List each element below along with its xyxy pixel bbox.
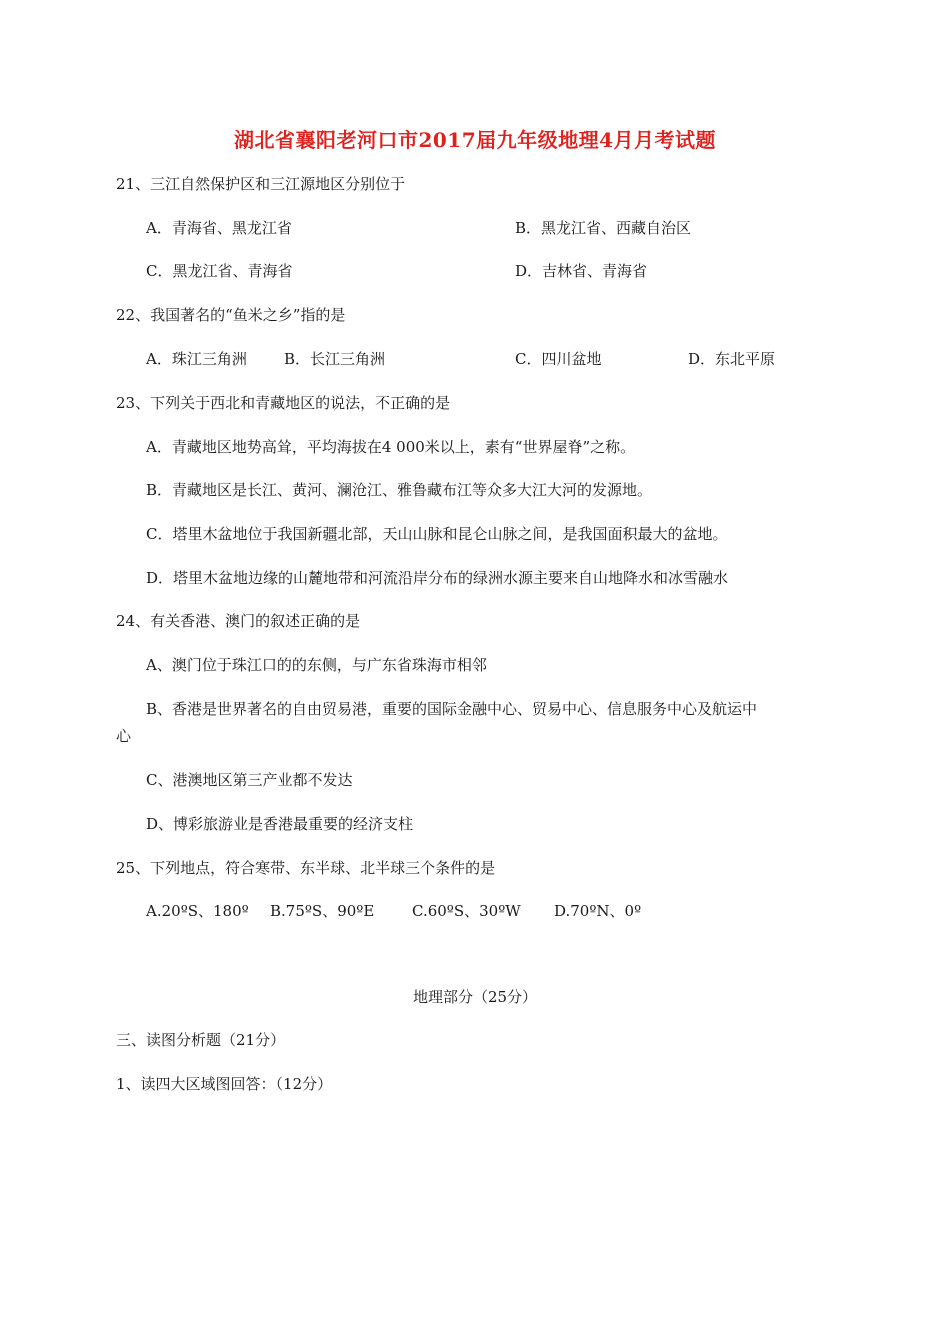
question-23-option-c: C．塔里木盆地位于我国新疆北部，天山山脉和昆仑山脉之间，是我国面积最大的盆地。	[146, 525, 728, 543]
question-24-option-c: C、港澳地区第三产业都不发达	[146, 771, 353, 789]
question-23-option-d: D．塔里木盆地边缘的山麓地带和河流沿岸分布的绿洲水源主要来自山地降水和冰雪融水	[146, 569, 729, 587]
question-24-option-b-continued: 心	[116, 727, 132, 745]
question-22-stem: 22、我国著名的“鱼米之乡”指的是	[116, 306, 346, 324]
question-25-option-d: D.70ºN、0º	[554, 902, 642, 920]
question-21-option-a: A．青海省、黑龙江省	[146, 219, 292, 237]
question-21-option-c: C．黑龙江省、青海省	[146, 262, 293, 280]
question-23-option-a: A．青藏地区地势高耸，平均海拔在4 000米以上，素有“世界屋脊”之称。	[146, 438, 636, 456]
question-24-option-d: D、博彩旅游业是香港最重要的经济支柱	[146, 815, 414, 833]
question-22-option-b: B．长江三角洲	[284, 350, 386, 368]
question-25-option-b: B.75ºS、90ºE	[270, 902, 375, 920]
question-23-option-b: B．青藏地区是长江、黄河、澜沧江、雅鲁藏布江等众多大江大河的发源地。	[146, 481, 653, 499]
question-21-option-d: D．吉林省、青海省	[515, 262, 648, 280]
question-21-option-b: B．黑龙江省、西藏自治区	[515, 219, 692, 237]
question-25-option-c: C.60ºS、30ºW	[412, 902, 521, 920]
question-22-option-c: C．四川盆地	[515, 350, 602, 368]
question-22-option-a: A．珠江三角洲	[146, 350, 247, 368]
question-25-option-a: A.20ºS、180º	[146, 902, 249, 920]
section-geography-heading: 地理部分（25分）	[412, 988, 538, 1006]
page-title: 湖北省襄阳老河口市2017届九年级地理4月月考试题	[233, 128, 717, 152]
question-1-stem: 1、读四大区域图回答：（12分）	[116, 1075, 333, 1093]
question-22-option-d: D．东北平原	[688, 350, 776, 368]
question-21-stem: 21、三江自然保护区和三江源地区分别位于	[116, 175, 406, 193]
question-25-stem: 25、下列地点，符合寒带、东半球、北半球三个条件的是	[116, 859, 496, 877]
section-three-heading: 三、读图分析题（21分）	[116, 1031, 286, 1049]
question-24-stem: 24、有关香港、澳门的叙述正确的是	[116, 612, 361, 630]
question-23-stem: 23、下列关于西北和青藏地区的说法，不正确的是	[116, 394, 451, 412]
question-24-option-b: B、香港是世界著名的自由贸易港，重要的国际金融中心、贸易中心、信息服务中心及航运中	[146, 700, 758, 718]
question-24-option-a: A、澳门位于珠江口的的东侧，与广东省珠海市相邻	[146, 656, 487, 674]
